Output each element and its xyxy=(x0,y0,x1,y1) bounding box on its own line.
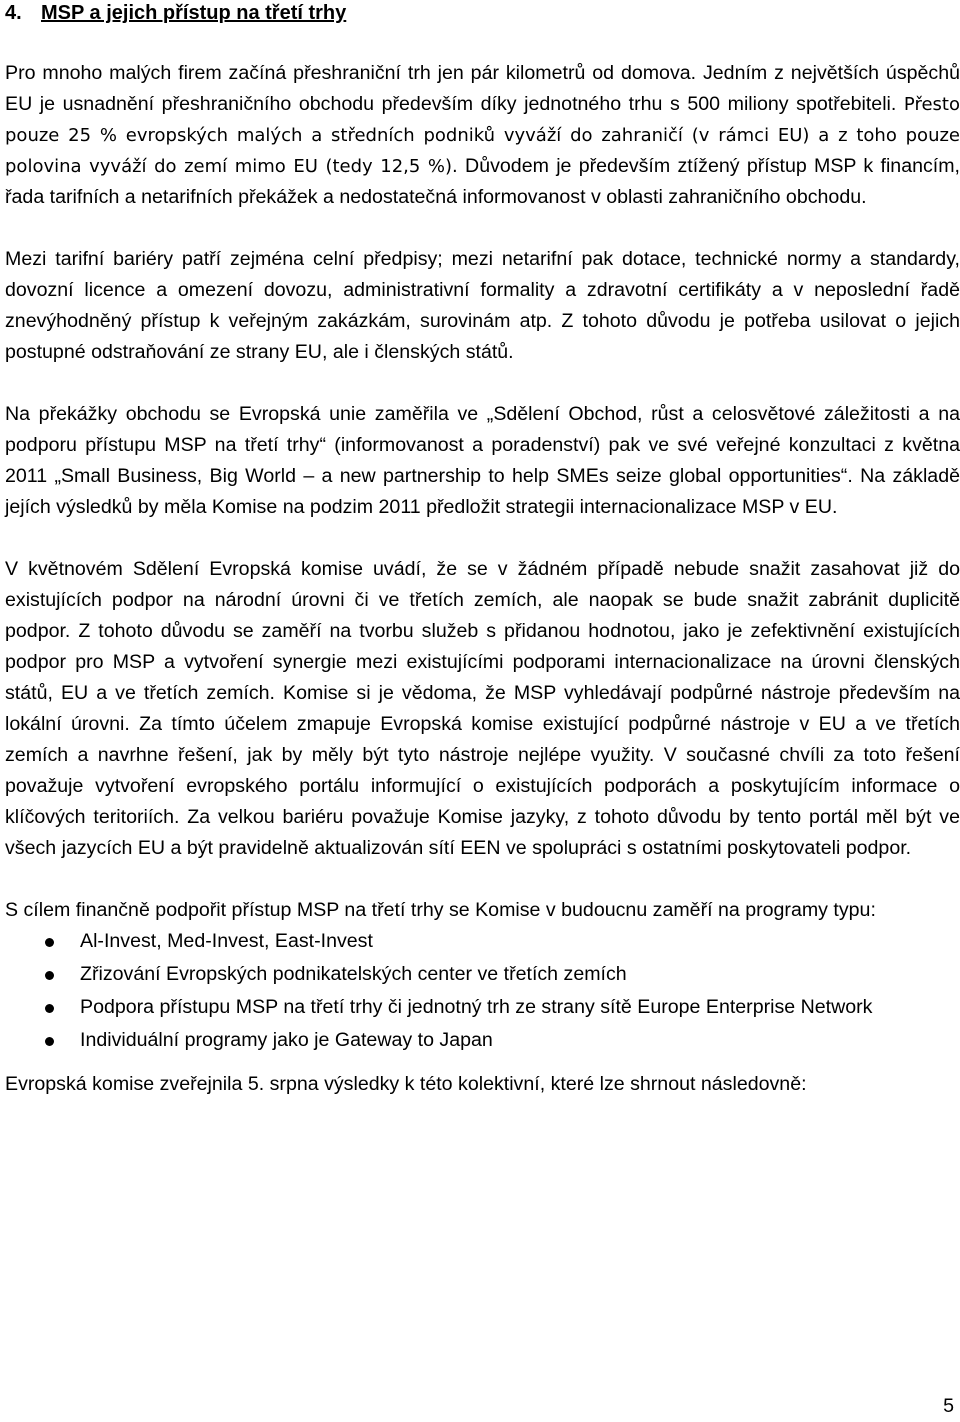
section-number: 4. xyxy=(5,2,22,24)
paragraph-intro-part1: Pro mnoho malých firem začíná přeshraniční trh jen pár kilometrů od domova. Jedním z největších úspěchů EU je usnadnění přeshraničního obchodu především díky jednotného trhu s 500 miliony spotřebiteli. xyxy=(5,62,960,115)
paragraph-closing: Evropská komise zveřejnila 5. srpna výsledky k této kolektivní, které lze shrnout následovně: xyxy=(5,1073,807,1095)
list-item-text: Individuální programy jako je Gateway to Japan xyxy=(80,1029,493,1051)
paragraph-spacer xyxy=(5,368,960,399)
section-title: MSP a jejich přístup na třetí trhy xyxy=(41,2,347,24)
list-item xyxy=(5,1025,960,1056)
page-number: 5 xyxy=(943,1395,954,1417)
paragraph-trade-obstacles: Na překážky obchodu se Evropská unie zaměřila ve „Sdělení Obchod, růst a celosvětové záležitosti a na podporu přístupu MSP na třetí trhy“ (informovanost a poradenství) pak ve své veřejné konzultaci z května 2011 „Small Business, Big World – a new partnership to help SMEs seize global opportunities“. Na základě jejích výsledků by měla Komise na podzim 2011 předložit strategii internacionalizace MSP v EU. xyxy=(5,403,960,518)
bullet-icon xyxy=(45,1037,54,1046)
bullet-icon xyxy=(45,971,54,980)
list-item-text: Al-Invest, Med-Invest, East-Invest xyxy=(80,930,373,952)
programs-list xyxy=(5,926,960,1056)
bullet-icon xyxy=(45,938,54,947)
list-item-text: Zřizování Evropských podnikatelských center ve třetích zemích xyxy=(80,963,627,985)
bullet-icon xyxy=(45,1004,54,1013)
list-item xyxy=(5,959,960,990)
list-item xyxy=(5,926,960,957)
paragraph-financial-support: S cílem finančně podpořit přístup MSP na třetí trhy se Komise v budoucnu zaměří na programy typu: xyxy=(5,899,876,921)
paragraph-may-communication: V květnovém Sdělení Evropská komise uvádí, že se v žádném případě nebude snažit zasahovat již do existujících podpor na národní úrovni či ve třetích zemích, ale naopak se bude snažit zabránit duplicitě podpor. Z tohoto důvodu se zaměří na tvorbu služeb s přidanou hodnotou, jako je zefektivnění existujících podpor pro MSP a vytvoření synergie mezi existujícími podporami internacionalizace na úrovni členských států, EU a ve třetích zemích. Komise si je vědoma, že MSP vyhledávají podpůrné nástroje především na lokální úrovni. Za tímto účelem zmapuje Evropská komise existující podpůrné nástroje v EU a ve třetích zemích a navrhne řešení, jak by měly být tyto nástroje nejlépe využity. V současné chvíli za toto řešení považuje vytvoření evropského portálu informující o existujících podporách a poskytujícím informace o klíčových teritoriích. Za velkou bariéru považuje Komise jazyky, z tohoto důvodu by tento portál měl být ve všech jazycích EU a být pravidelně aktualizován sítí EEN ve spolupráci s ostatními poskytovateli podpor. xyxy=(5,558,960,859)
list-item xyxy=(5,992,960,1023)
paragraph-tariff-barriers: Mezi tarifní bariéry patří zejména celní předpisy; mezi netarifní pak dotace, technické normy a standardy, dovozní licence a omezení dovozu, administrativní formality a zdravotní certifikáty a v neposlední řadě znevýhodněný přístup k veřejným zakázkám, surovinám atp. Z tohoto důvodu je potřeba usilovat o jejich postupné odstraňování ze strany EU, ale i členských států. xyxy=(5,248,960,363)
paragraph-intro xyxy=(5,58,960,213)
document-page xyxy=(5,0,960,1100)
paragraph-intro-part3: Důvodem je především ztížený přístup MSP k financím, řada tarifních a netarifních překážek a nedostatečná informovanost v oblasti zahraničního obchodu. xyxy=(5,155,960,208)
list-item-text: Podpora přístupu MSP na třetí trhy či jednotný trh ze strany sítě Europe Enterprise Network xyxy=(80,996,873,1018)
paragraph-intro-part2: Přesto pouze 25 % evropských malých a středních podniků vyváží do zahraničí (v rámci EU) a z toho pouze polovina vyváží do zemí mimo EU (tedy 12,5 %). xyxy=(5,94,960,177)
paragraph-spacer xyxy=(5,864,960,895)
paragraph-spacer xyxy=(5,523,960,554)
paragraph-spacer xyxy=(5,213,960,244)
section-heading xyxy=(5,0,960,30)
